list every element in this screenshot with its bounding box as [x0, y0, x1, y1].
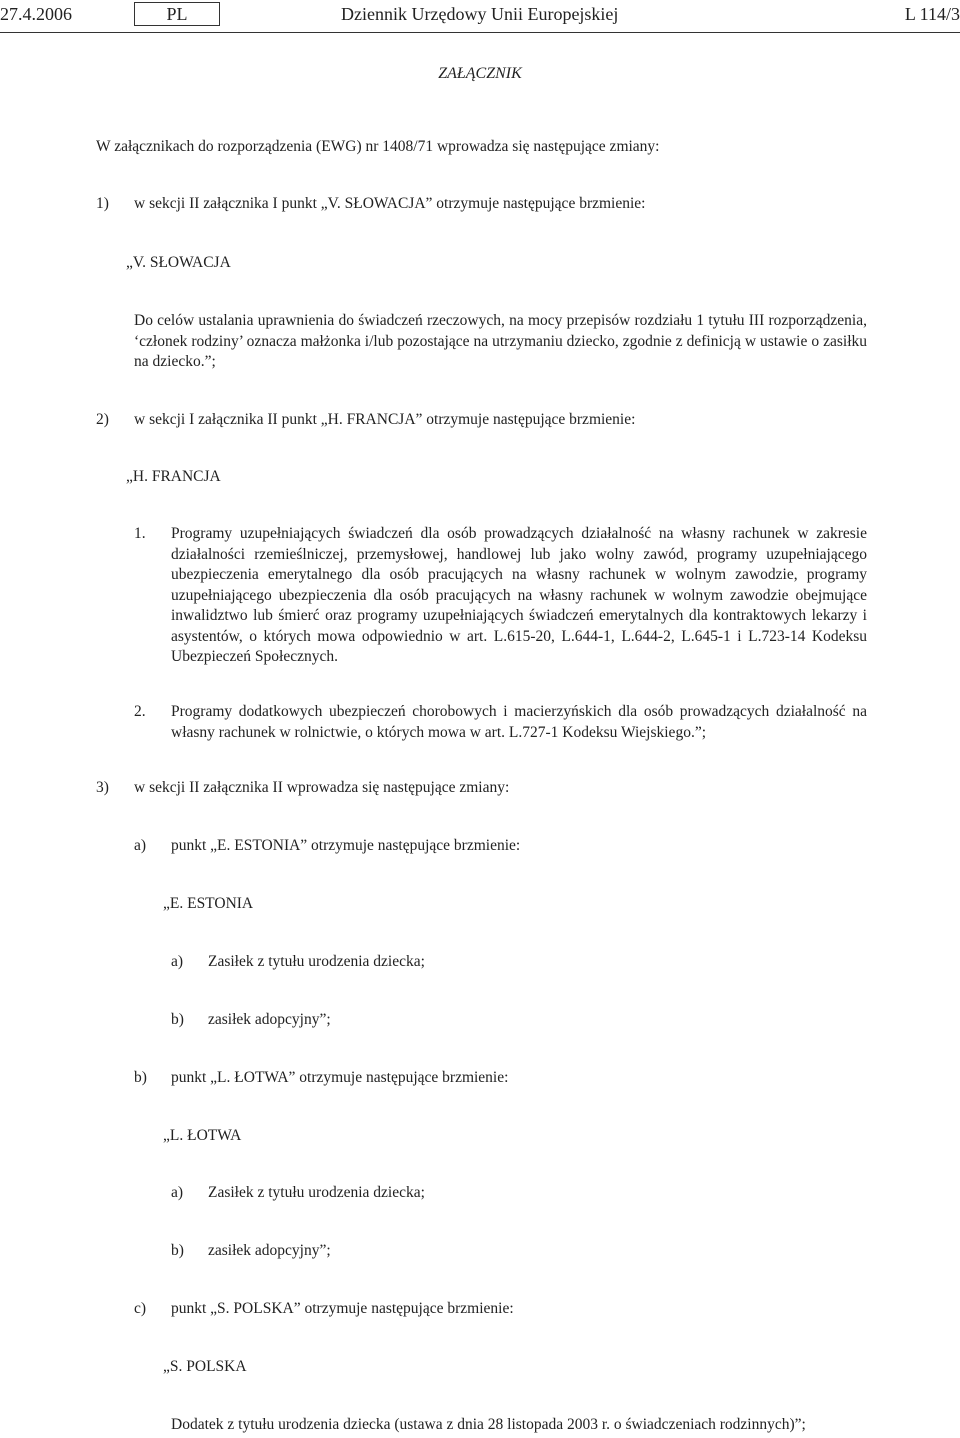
page-number: L 114/3 [904, 4, 960, 24]
item-3c-body: Dodatek z tytułu urodzenia dziecka (ustawa z dnia 28 listopada 2003 r. o świadczeniach rodzinnych)”; [171, 1416, 806, 1433]
item-3a-sub-b-number: b) [171, 1011, 184, 1028]
item-3a-sub-a: Zasiłek z tytułu urodzenia dziecka; [208, 953, 425, 970]
item-2-p1: Programy uzupełniających świadczeń dla osób prowadzących działalność na własny rachunek w zakresie działalności rzemieślniczej, przemysłowej, handlowej lub jako wolny zawód, programy uzupełniającego ubezpieczenia emerytalnego dla osób pracujących na własny rachunek w wolnym zawodzie, programy uzupełniającego ubezpieczenia dla osób pracujących na własny rachunek w wolnym zawodzie obejmujące inwalidztwo lub śmierć oraz programy uzupełniających świadczeń emerytalnych dla kontraktowych lekarzy i asystentów, o których mowa odpowiednio w art. L.615-20, L.644-1, L.644-2, L.645-1 i L.723-14 Kodeksu Ubezpieczeń Społecznych. [171, 525, 867, 665]
item-3b-sub-b-number: b) [171, 1242, 184, 1259]
item-3a-sub-b: zasiłek adopcyjny”; [208, 1011, 331, 1028]
item-3-number: 3) [96, 779, 109, 796]
item-3b-sub-b: zasiłek adopcyjny”; [208, 1242, 331, 1259]
item-3a-heading: „E. ESTONIA [163, 895, 254, 912]
annex-title: ZAŁĄCZNIK [438, 65, 522, 82]
item-3b-heading: „L. ŁOTWA [163, 1127, 242, 1144]
publication-date: 27.4.2006 [0, 4, 72, 24]
item-3a-number: a) [134, 837, 147, 854]
item-3c-heading: „S. POLSKA [163, 1358, 247, 1375]
item-2-text: w sekcji I załącznika II punkt „H. FRANCJA” otrzymuje następujące brzmienie: [134, 411, 636, 428]
item-3c-number: c) [134, 1300, 147, 1317]
item-2-p2-number: 2. [134, 703, 146, 720]
item-3b-text: punkt „L. ŁOTWA” otrzymuje następujące brzmienie: [171, 1069, 509, 1086]
item-2-heading: „H. FRANCJA [126, 468, 221, 485]
item-2-p2: Programy dodatkowych ubezpieczeń chorobowych i macierzyńskich dla osób prowadzących działalność na własny rachunek w rolnictwie, o których mowa w art. L.727-1 Kodeksu Wiejskiego.”; [171, 703, 867, 741]
item-3b-number: b) [134, 1069, 147, 1086]
item-2-number: 2) [96, 411, 109, 428]
item-1-number: 1) [96, 195, 109, 212]
item-1-heading: „V. SŁOWACJA [126, 254, 231, 271]
header-divider [0, 32, 960, 33]
intro-text: W załącznikach do rozporządzenia (EWG) nr 1408/71 wprowadza się następujące zmiany: [96, 138, 660, 155]
item-1-body: Do celów ustalania uprawnienia do świadczeń rzeczowych, na mocy przepisów rozdziału 1 tytułu III rozporządzenia, ‘członek rodziny’ oznacza małżonka i/lub pozostające na utrzymaniu dziecko, zgodnie z definicją w ustawie o zasiłku na dziecko.”; [134, 312, 867, 370]
item-3b-sub-a-number: a) [171, 1184, 184, 1201]
item-2-p1-number: 1. [134, 525, 146, 542]
item-3-text: w sekcji II załącznika II wprowadza się następujące zmiany: [134, 779, 510, 796]
item-3c-text: punkt „S. POLSKA” otrzymuje następujące brzmienie: [171, 1300, 514, 1317]
journal-title: Dziennik Urzędowy Unii Europejskiej [341, 4, 619, 24]
item-3a-sub-a-number: a) [171, 953, 184, 970]
item-1-text: w sekcji II załącznika I punkt „V. SŁOWACJA” otrzymuje następujące brzmienie: [134, 195, 646, 212]
item-3a-text: punkt „E. ESTONIA” otrzymuje następujące brzmienie: [171, 837, 521, 854]
item-3b-sub-a: Zasiłek z tytułu urodzenia dziecka; [208, 1184, 425, 1201]
language-badge: PL [134, 2, 220, 26]
